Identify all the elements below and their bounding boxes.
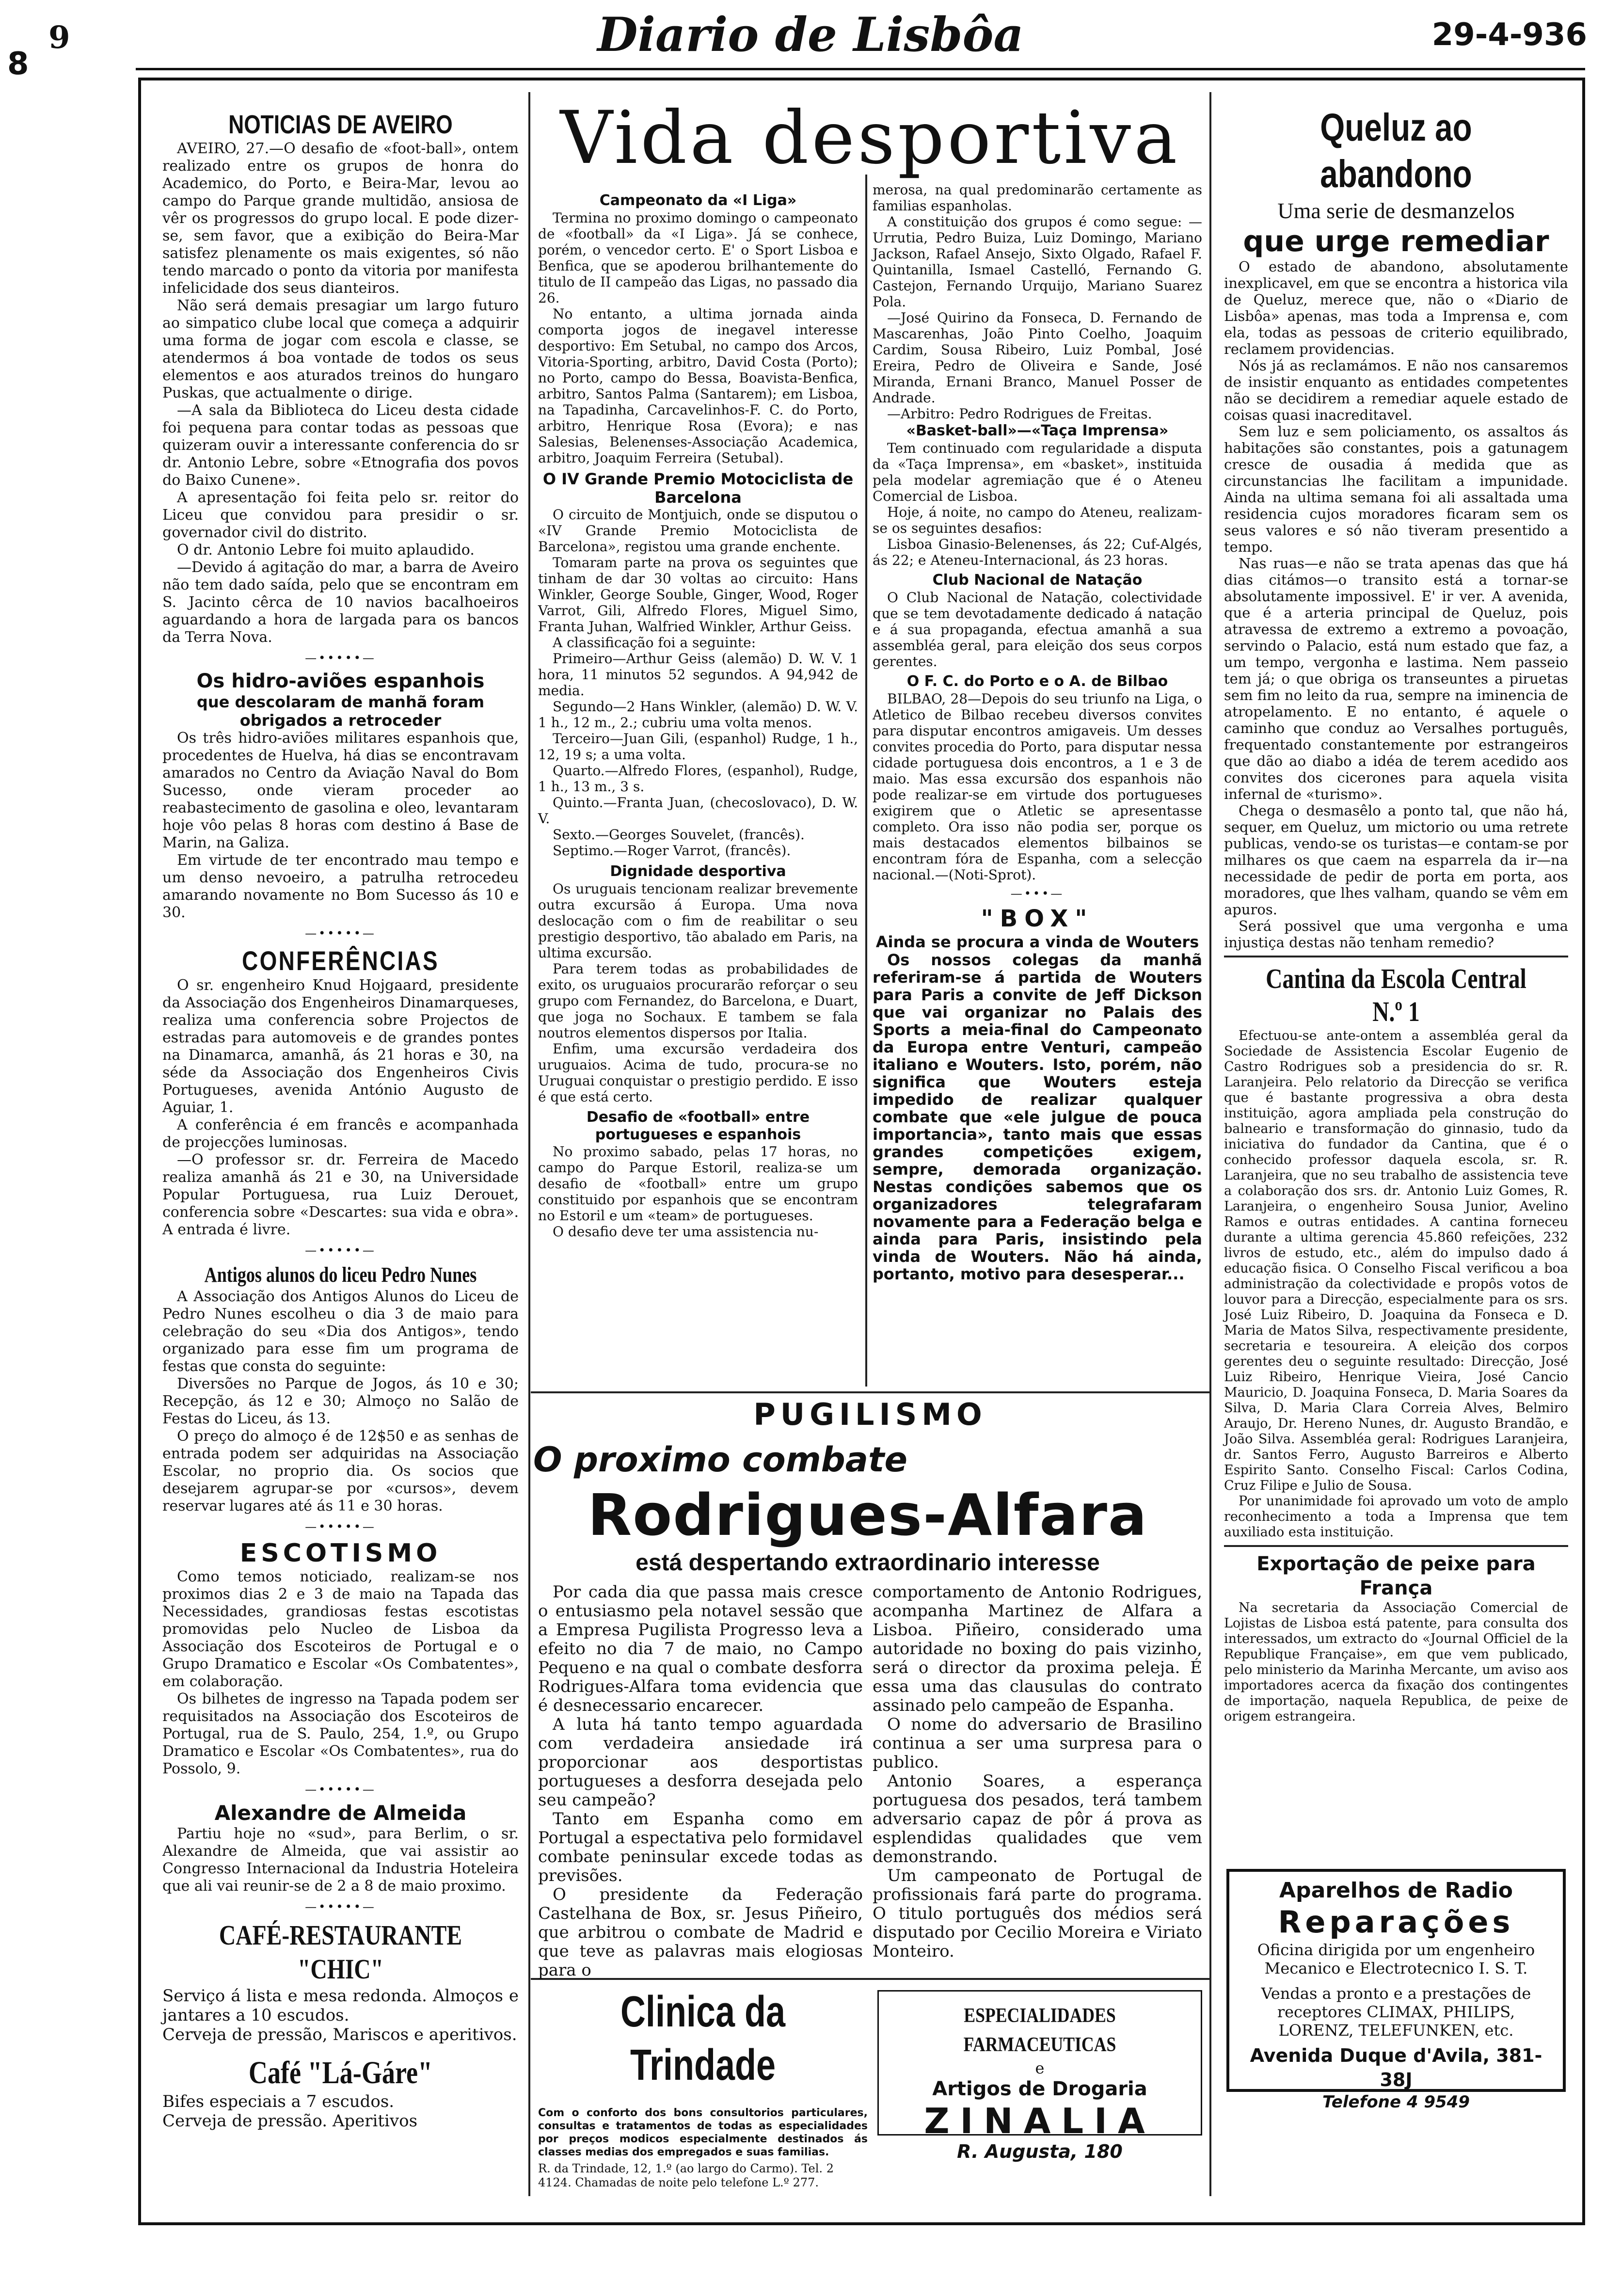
pugilismo-paragraph: Tanto em Espanha como em Portugal a espectativa pelo formidavel combate peninsular excede todas as previsões. [538, 1809, 863, 1885]
column-rule [528, 92, 530, 2196]
middle-column-2 [873, 182, 1202, 1283]
left-column [162, 109, 519, 2131]
radio-line: Oficina dirigida por um engenheiro Mecanico e Electrotecnico I. S. T. [1257, 1941, 1535, 1977]
moto-paragraph: Quinto.—Franta Juan, (checoslovaco), D. W. V. [538, 795, 858, 827]
section-rule [531, 1391, 1209, 1393]
almeida-heading: Alexandre de Almeida [214, 1801, 467, 1825]
cafe-chic-name: CAFÉ-RESTAURANTE "CHIC" [219, 1919, 462, 1985]
aveiro-heading: NOTICIAS DE AVEIRO [228, 110, 453, 139]
middle-column-1 [538, 191, 858, 1240]
pugilismo-column-1 [538, 1583, 863, 1980]
clinica-address: R. da Trindade, 12, 1.º (ao largo do Carmo). Tel. 2 4124. Chamadas de noite pelo telefone L.º 277. [538, 2162, 834, 2189]
aveiro-paragraph: O dr. Antonio Lebre foi muito aplaudido. [177, 542, 475, 558]
ad-clinica-trindade [538, 1985, 868, 2194]
queluz-heading: Queluz ao abandono [1320, 106, 1472, 195]
box-paragraph: Os nossos colegas da manhã referiram-se á partida de Wouters para Paris a convite de Jeff Dickson que vai organizar no Palais des Sports a meia-final do Campeonato da Europa entre Venturi, campeão italiano e Wouters. Isto, porém, não significa que Wouters esteja impedido de realizar qualquer combate que «ele julgue de pouca importancia», tanto mais que essas grandes competições exigem, sempre, demorada organização. Nestas condições sabemos que os organizadores telegrafaram novamente para a Federação belga e ainda para Paris, insistindo pela vinda de Wouters. Não há ainda, portanto, motivo para desesperar... [873, 951, 1202, 1283]
cafe-lagare-line: Bifes especiais a 7 escudos. [162, 2092, 395, 2111]
pugilismo-headline-3: está despertando extraordinario interesse [636, 1550, 1100, 1576]
queluz-subheading: Uma serie de desmanzelos [1277, 198, 1515, 223]
aveiro-paragraph: A apresentação foi feita pelo sr. reitor do Liceu que convidou para presidir o sr. governador civil do distrito. [162, 489, 519, 541]
conferencias-paragraph: A conferência é em francês e acompanhada de projecções luminosas. [162, 1116, 519, 1151]
peixe-paragraph: Na secretaria da Associação Comercial de Lojistas de Lisboa está patente, para consulta dos interessados, um extracto do «Journal Officiel de la Republique Française», em que vem publicado, pelo ministerio da Marinha Mercante, um aviso aos importadores acerca da fixação dos contingentes de importação, naquela Republica, de peixe de origem estrangeira. [1224, 1600, 1568, 1724]
radio-line: Aparelhos de Radio [1279, 1878, 1513, 1903]
pugilismo-paragraph: Antonio Soares, a esperança portuguesa dos pesados, terá tambem adversario capaz de pôr á prova as esplendidas qualidades que vem demonstrando. [873, 1771, 1202, 1866]
cafe-lagare-line: Cerveja de pressão. Aperitivos [162, 2111, 418, 2131]
aveiro-paragraph: —A sala da Biblioteca do Liceu desta cidade foi pequena para contar todas as pessoas que quizeram ouvir a interessante conferencia do sr dr. Antonio Lebre, sobre «Etnografia dos povos do Baixo Cunene». [162, 402, 519, 489]
zinalia-line: Artigos de Drogaria [932, 2078, 1147, 2100]
basket-paragraph: Hoje, á noite, no campo do Ateneu, realizam-se os seguintes desafios: [873, 504, 1202, 536]
pugilismo-kicker: PUGILISMO [753, 1397, 987, 1432]
box-heading: "BOX" [981, 905, 1094, 932]
column-rule [1209, 92, 1211, 2196]
hidro-heading: Os hidro-aviões espanhois [196, 670, 485, 692]
section-rule [1224, 956, 1568, 957]
ad-cafe-lagare [162, 2054, 519, 2131]
box-subheading: Ainda se procura a vinda de Wouters [875, 933, 1199, 951]
page-number: 9 [48, 19, 70, 56]
queluz-paragraph: Sem luz e sem policiamento, os assaltos ás habitações são constantes, pois a gatunagem cresce de ousadia á medida que as circunstancias lhe facilitam a impunidade. Ainda na ultima semana foi ali assaltada uma residencia cujos moradores ficaram sem os seus valores e só não tiveram presentido a tempo. [1224, 423, 1568, 555]
margin-mark: 8 [7, 46, 29, 82]
dignidade-paragraph: Os uruguais tencionam realizar brevemente outra excursão á Europa. Uma nova deslocação com o fim de reabilitar o seu prestigio desportivo, tão abalado em Paris, na ultima excursão. [538, 881, 858, 961]
moto-paragraph: Septimo.—Roger Varrot, (francês). [553, 843, 791, 859]
liceu-paragraph: Diversões no Parque de Jogos, ás 10 e 30; Recepção, ás 12 e 30; Almoço no Salão de Festas do Liceu, ás 13. [162, 1375, 519, 1427]
conferencias-heading: CONFERÊNCIAS [242, 945, 439, 976]
queluz-paragraph: Nas ruas—e não se trata apenas das que há dias citámos—o transito está a tornar-se absolutamente impossivel. E' ir ver. A avenida, que é a arteria principal de Queluz, pois atravessa de extremo a extremo a povoação, servindo o Palacio, está num estado que faz, a um tempo, vergonha e lastima. Nem passeio tem já; o que obriga os transeuntes a piruetas sem fim no leito da rua, sempre na iminencia de atropelamento. E no entanto, é aquele o caminho que conduz ao Versalhes português, frequentado constantemente por estrangeiros que dão ao diabo a idéa de terem acedido aos convites dos cicerones para aquela visita infernal de «turismo». [1224, 555, 1568, 802]
almeida-paragraph: Partiu hoje no «sud», para Berlim, o sr. Alexandre de Almeida, que vai assistir ao Congresso Internacional da Industria Hoteleira que ali vai reunir-se de 2 a 8 de maio proximo. [162, 1825, 519, 1895]
cantina-paragraph: Por unanimidade foi aprovado um voto de amplo reconhecimento a toda a Imprensa que tem auxiliado esta instituição. [1224, 1494, 1568, 1540]
cafe-chic-line: Cerveja de pressão, Mariscos e aperitivos. [162, 2025, 517, 2044]
ad-zinalia [877, 1990, 1202, 2162]
pugilismo-paragraph: comportamento de Antonio Rodrigues, acompanha Martinez de Alfara a Lisboa. Piñeiro, considerado uma autoridade no boxing do pais vizinho, será o director da proxima peleja. É essa uma das clausulas do contrato assinado pelo campeão de Espanha. [873, 1582, 1202, 1715]
pugilismo-paragraph: Um campeonato de Portugal de profissionais fará parte do programa. O titulo português dos médios será disputado por Cecilio Moreira e Viriato Monteiro. [873, 1866, 1202, 1961]
clinica-body: Com o conforto dos bons consultorios particulares, consultas e tratamentos de todas as especialidades por preços modicos especialmente destinados ás classes medias dos empregados e suas familias. [538, 2107, 868, 2158]
bilbao-paragraph: BILBAO, 28—Depois do seu triunfo na Liga, o Atletico de Bilbao recebeu diversos convites para disputar encontros amigaveis. Um desses convites procedia do Porto, para disputar nessa cidade portuguesa dois encontros, a 1 e 3 de maio. Mas essa excursão dos espanhois não pode realizar-se em virtude dos portugueses exigirem que o Atletic se apresentasse completo. Ora isso não podia ser, porque os mais destacados elementos bilbainos se encontram fóra de Espanha, com a selecção nacional.—(Noti-Sprot). [873, 691, 1202, 883]
radio-line: Vendas a pronto e a prestações de receptores CLIMAX, PHILIPS, LORENZ, TELEFUNKEN, etc. [1261, 1984, 1531, 2040]
queluz-paragraph: Chega o desmasêlo a ponto tal, que não há, sequer, em Queluz, um mictorio ou uma retrete publicas, vendo-se os turistas—e contam-se por milhares os que caem na esparrela da ir—na necessidade de pedir de porta em porta, aos moradores, que lhes valham, quando se vêm em apuros. [1224, 802, 1568, 918]
moto-paragraph: Tomaram parte na prova os seguintes que tinham de dar 30 voltas ao circuito: Hans Winkler, George Souble, Ginger, Wood, Roger Varrot, Gili, Alfredo Flores, Miguel Simo, Franta Juhan, Walfried Winkler, Arthur Geiss. [538, 555, 858, 635]
right-column [1224, 104, 1568, 1724]
aveiro-paragraph: —Devido á agitação do mar, a barra de Aveiro não tem dado saída, pelo que se encontram em S. Jacinto cêrca de 10 navios bacalhoeiros aguardando a hora de largada para os bancos da Terra Nova. [162, 559, 519, 646]
ornament-divider: —•••— [1010, 887, 1065, 900]
queluz-subheading-2: que urge remediar [1243, 224, 1549, 258]
desafio-heading: Desafio de «football» entre portugueses e espanhois [586, 1109, 810, 1143]
vida-desportiva-banner: Vida desportiva [560, 96, 1180, 180]
liceu-paragraph: O preço do almoço é de 12$50 e as senhas de entrada podem ser adquiridas na Associação Escolar, no proprio dia. Os socios que desejarem agrupar-se por «cursos», devem reservar lugares até ás 11 e 30 horas. [162, 1428, 519, 1515]
liceu-heading: Antigos alunos do liceu Pedro Nunes [204, 1263, 477, 1287]
moto-heading: O IV Grande Premio Motociclista de Barcelona [542, 470, 854, 507]
queluz-paragraph: O estado de abandono, absolutamente inexplicavel, em que se encontra a historica vila de Queluz, merece que, não o «Diario de Lisbôa» apenas, mas toda a Imprensa e, com ela, todas as pessoas de criterio equilibrado, reclamem providencias. [1224, 258, 1568, 357]
escotismo-paragraph: Os bilhetes de ingresso na Tapada podem ser requisitados na Associação dos Escoteiros de Portugal, rua de S. Paulo, 254, 1.º, ou Grupo Dramatico e Escolar «Os Combatentes», rua do Possolo, 9. [162, 1690, 519, 1777]
zinalia-name: ZINALIA [924, 2101, 1156, 2141]
radio-line: Avenida Duque d'Avila, 381-38J [1250, 2045, 1542, 2090]
conferencias-paragraph: —O professor sr. dr. Ferreira de Macedo realiza amanhã ás 21 e 30, na Universidade Popular Portuguesa, rua Luiz Derouet, conferencia sobre «Descartes: sua vida e obra». A entrada é livre. [162, 1151, 519, 1238]
aveiro-paragraph: AVEIRO, 27.—O desafio de «foot-ball», ontem realizado entre os grupos de honra do Academico, do Porto, e Beira-Mar, levou ao campo do Parque grande multidão, ansiosa de vêr os progressos do grupo local. E pode dizer-se, sem favor, que a exibição do Beira-Mar satisfez plenamente os mais exigentes, só não tendo marcado o ponto da vitoria por manifesta infelicidade dos seus dianteiros. [162, 140, 519, 297]
cantina-paragraph: Efectuou-se ante-ontem a assembléa geral da Sociedade de Assistencia Escolar Eugenio de Castro Rodrigues sob a presidencia do sr. R. Laranjeira. Pelo relatorio da Direcção se verifica que é bastante progressiva a obra desta instituição, agora ampliada pela construção do balneario e transformação do ginnasio, tudo da iniciativa do fundador da Cantina, que é o conhecido professor daquela escola, sr. R. Laranjeira, que no seu trabalho de assistencia teve a colaboração dos srs. dr. Antonio Luiz Gomes, R. Laranjeira, o engenheiro Sousa Junior, Avelino Ramos e outras entidades. A cantina forneceu durante a ultima gerencia 45.860 refeições, 232 livros de estudo, etc., além do impulso dado á educação fisica. O Conselho Fiscal verificou a boa administração da colectividade e propôs votos de louvor para a Direcção, especialmente para os srs. José Luiz Ribeiro, D. Joaquina da Fonseca e D. Maria de Matos Silva, respectivamente presidente, secretaria e tesoureira. A eleição dos corpos gerentes deu o seguinte resultado: Direcção, José Luiz Ribeiro, Henrique Vieira, José Cancio Mauricio, D. Joaquina Fonseca, D. Maria Soares da Silva, D. Maria Clara Correia Alves, Belmiro Araujo, Dr. Hereno Nunes, dr. Augusto Brandão, e João Silva. Assembléa geral: Rodrigues Laranjeira, dr. Santos Ferro, Augusto Barreiros e Alberto Espirito Santo. Conselho Fiscal: Carlos Codina, Cruz Filipe e Julio de Sousa. [1224, 1028, 1568, 1493]
liceu-paragraph: A Associação dos Antigos Alunos do Liceu de Pedro Nunes escolheu o dia 3 de maio para celebração do seu «Dia dos Antigos», tendo organizado para esse fim um programa de festas que consta do seguinte: [162, 1288, 519, 1375]
ornament-divider: —•••••— [305, 1244, 376, 1257]
ornament-divider: —•••••— [305, 651, 376, 665]
liga-paragraph: Termina no proximo domingo o campeonato de «football» da «I Liga». Já se conhece, porém, o vencedor certo. E' o Sport Lisboa e Benfica, que se apoderou brilhantemente do titulo de II campeão das Ligas, no passado dia 26. [538, 210, 858, 306]
moto-paragraph: Segundo—2 Hans Winkler, (alemão) D. W. V. 1 h., 12 m., 2.; cubriu uma volta menos. [538, 699, 858, 731]
ornament-divider: —•••••— [305, 1900, 376, 1913]
desafio-continued: —José Quirino da Fonseca, D. Fernando de Mascarenhas, João Pinto Coelho, Joaquim Cardim, Sousa Ribeiro, Luiz Pombal, José Ereira, Pedro de Oliveira e Sande, José Miranda, Ernani Branco, Manuel Posser de Andrade. [873, 310, 1202, 406]
dignidade-paragraph: Para terem todas as probabilidades de exito, os uruguaios procurarão reforçar o seu grupo com Fernandez, do Barcelona, e Duart, que joga no Sochaux. E tambem se fala noutros elementos dispersos por Italia. [538, 961, 858, 1041]
ornament-divider: —•••••— [305, 1520, 376, 1533]
bilbao-heading: O F. C. do Porto e o A. de Bilbao [906, 673, 1168, 690]
section-rule [1224, 1545, 1568, 1547]
zinalia-line: ESPECIALIDADES FARMACEUTICAS [963, 2005, 1116, 2056]
peixe-heading: Exportação de peixe para França [1256, 1553, 1536, 1599]
dignidade-heading: Dignidade desportiva [610, 863, 786, 880]
dignidade-paragraph: Enfim, uma excursão verdadeira dos uruguaios. Acima de tudo, procura-se no Uruguai conquistar o prestigio perdido. E isso é que está certo. [538, 1041, 858, 1105]
desafio-continued: —Arbitro: Pedro Rodrigues de Freitas. [887, 406, 1152, 422]
hidro-paragraph: Em virtude de ter encontrado mau tempo e um denso nevoeiro, a patrulha retrocedeu amarando novamente no Bom Sucesso ás 10 e 30. [162, 852, 519, 921]
ad-cafe-chic [162, 1918, 519, 2044]
ornament-divider: —•••••— [305, 1783, 376, 1796]
desafio-paragraph: O desafio deve ter uma assistencia nu- [553, 1224, 819, 1240]
pugilismo-paragraph: O presidente da Federação Castelhana de Box, sr. Jesus Piñeiro, que arbitrou o combate de Madrid e que teve as palavras mais elogiosas para o [538, 1885, 863, 1980]
column-rule [865, 175, 867, 1387]
cafe-lagare-name: Café "Lá-Gáre" [248, 2055, 433, 2090]
basket-paragraph: Tem continuado com regularidade a disputa da «Taça Imprensa», em «basket», instituida pela modelar agremiação que é o Ateneu Comercial de Lisboa. [873, 440, 1202, 504]
moto-paragraph: Quarto.—Alfredo Flores, (espanhol), Rudge, 1 h., 13 m., 3 s. [538, 763, 858, 795]
natacao-paragraph: O Club Nacional de Natação, colectividade que se tem devotadamente dedicado á natação e á sua propaganda, efectua amanhã a sua assembléa geral, para eleição dos seus corpos gerentes. [873, 590, 1202, 670]
moto-paragraph: Primeiro—Arthur Geiss (alemão) D. W. V. 1 hora, 11 minutos 52 segundos. A 94,942 de media. [538, 651, 858, 699]
moto-paragraph: Sexto.—Georges Souvelet, (francês). [553, 827, 805, 843]
pugilismo-column-2 [873, 1583, 1202, 1961]
ornament-divider: —•••••— [305, 926, 376, 940]
radio-line: Telefone 4 9549 [1322, 2092, 1470, 2112]
zinalia-address: R. Augusta, 180 [957, 2141, 1123, 2162]
conferencias-paragraph: O sr. engenheiro Knud Hojgaard, presidente da Associação dos Engenheiros Dinamarqueses, realiza uma conferencia sobre Projectos de estradas para automoveis e de grandes pontes na Dinamarca, amanhã, ás 21 horas e 30, na séde da Associação dos Engenheiros Civis Portugueses, avenida António Augusto de Aguiar, 1. [162, 977, 519, 1116]
moto-paragraph: Terceiro—Juan Gili, (espanhol) Rudge, 1 h., 12, 19 s; a uma volta. [538, 731, 858, 763]
liga-paragraph: No entanto, a ultima jornada ainda comporta jogos de inegavel interesse desportivo: Em Setubal, no campo dos Arcos, Vitoria-Sporting, arbitro, David Costa (Porto); no Porto, campo do Bessa, Boavista-Benfica, arbitro, Santos Palma (Santarem); em Lisboa, na Tapadinha, Carcavelinhos-F. C. do Porto, arbitro, Henrique Rosa (Evora); e nas Salesias, Belenenses-Associação Academica, arbitro, Joaquim Ferreira (Setubal). [538, 306, 858, 466]
hidro-paragraph: Os três hidro-aviões militares espanhois que, procedentes de Huelva, há dias se encontravam amarados no Centro da Aviação Naval do Bom Sucesso, onde vieram proceder ao reabastecimento de gasolina e oleo, levantaram hoje vôo pelas 8 horas com destino á Base de Marin, na Galiza. [162, 730, 519, 851]
pugilismo-paragraph: A luta há tanto tempo aguardada com verdadeira ansiedade irá proporcionar aos desportistas portugueses a desforra desejada pelo seu campeão? [538, 1715, 863, 1810]
zinalia-line: e [1035, 2059, 1045, 2077]
clinica-name: Clinica da Trindade [620, 1988, 786, 2089]
moto-paragraph: O circuito de Montjuich, onde se disputou o «IV Grande Premio Motociclista de Barcelona», registou uma grande enchente. [538, 507, 858, 555]
escotismo-paragraph: Como temos noticiado, realizam-se nos proximos dias 2 e 3 de maio na Tapada das Necessidades, grandiosas festas escotistas promovidas pelo Nucleo de Lisboa da Associação dos Escoteiros de Portugal e o Grupo Dramatico e Escolar «Os Combatentes», em colaboração. [162, 1568, 519, 1690]
pugilismo-headline-2: Rodrigues-Alfara [588, 1482, 1148, 1548]
desafio-continued: merosa, na qual predominarão certamente as familias espanholas. [873, 182, 1202, 214]
newspaper-title: Diario de Lisbôa [597, 7, 1024, 62]
radio-line: Reparações [1278, 1904, 1514, 1940]
ad-radio [1226, 1869, 1566, 2112]
pugilismo-paragraph: O nome do adversario de Brasilino continua a ser uma surpresa para o publico. [873, 1715, 1202, 1772]
issue-date: 29-4-936 [1431, 17, 1587, 53]
natacao-heading: Club Nacional de Natação [932, 572, 1143, 589]
desafio-paragraph: No proximo sabado, pelas 17 horas, no campo do Parque Estoril, realiza-se um desafio de «football» entre um grupo constituido por espanhois que se encontram no Estoril e um «team» de portugueses. [538, 1144, 858, 1224]
pugilismo-paragraph: Por cada dia que passa mais cresce o entusiasmo pela notavel sessão que a Empresa Pugilista Progresso leva a efeito no dia 7 de maio, no Campo Pequeno e na qual o combate desforra Rodrigues-Alfara toma evidencia que é desnecessario encarecer. [538, 1582, 863, 1715]
cafe-chic-line: Serviço á lista e mesa redonda. Almoços e jantares a 10 escudos. [162, 1986, 519, 2025]
hidro-subheading: que descolaram de manhã foram obrigados a retroceder [196, 693, 485, 730]
basket-heading: «Basket-ball»—«Taça Imprensa» [906, 422, 1169, 439]
masthead-rule [136, 68, 1585, 70]
moto-paragraph: A classificação foi a seguinte: [553, 635, 756, 651]
queluz-paragraph: Será possivel que uma vergonha e uma injustiça destas não tenham remedio? [1224, 918, 1568, 951]
liga-heading: Campeonato da «I Liga» [599, 192, 797, 209]
basket-paragraph: Lisboa Ginasio-Belenenses, ás 22; Cuf-Algés, ás 22; e Ateneu-Internacional, ás 23 horas. [873, 536, 1202, 568]
desafio-continued: A constituição dos grupos é como segue: —Urrutia, Pedro Buiza, Luiz Domingo, Mariano Jackson, Rafael Ansejo, Sixto Olgado, Rafael F. Quintanilla, Ismael Castelló, Fernando G. Castejon, Fernando Urquijo, Mariano Suarez Pola. [873, 214, 1202, 310]
queluz-paragraph: Nós já as reclamámos. E não nos cansaremos de insistir enquanto as entidades competentes não se decidirem a remediar aquele estado de coisas quasi inacreditavel. [1224, 357, 1568, 423]
escotismo-heading: ESCOTISMO [239, 1539, 442, 1568]
cantina-heading: Cantina da Escola Central N.º 1 [1266, 963, 1526, 1027]
pugilismo-headline-1: O proximo combate [533, 1440, 907, 1480]
aveiro-paragraph: Não será demais presagiar um largo futuro ao simpatico clube local que começa a adquirir uma forma de jogar com escola e classe, se atendermos á boa vontade de todos os seus elementos e aos aturados treinos do hungaro Puskas, que actualmente o dirige. [162, 297, 519, 401]
